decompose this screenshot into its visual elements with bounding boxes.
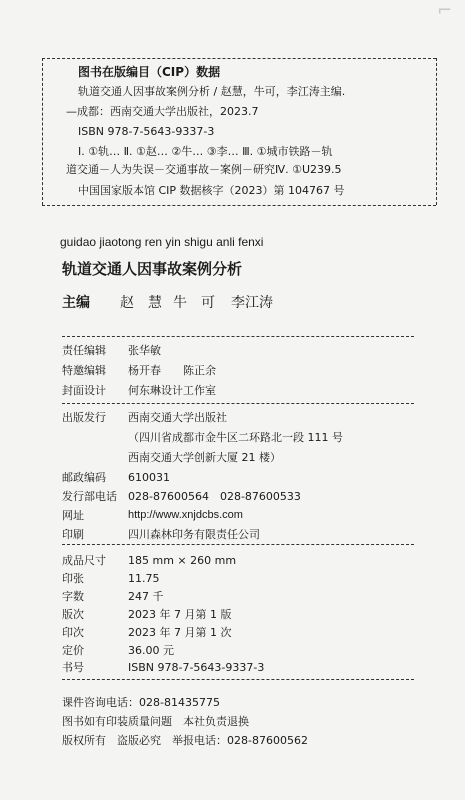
website-link[interactable]: http://www.xnjdcbs.com: [128, 509, 243, 521]
spec-value: 36.00 元: [128, 644, 174, 657]
credit-label: 责任编辑: [62, 344, 106, 357]
spec-value: 185 mm × 260 mm: [128, 554, 237, 567]
courseware-phone: 课件咨询电话：028-81435775: [62, 696, 220, 709]
contact-value: 四川森林印务有限责任公司: [128, 528, 260, 541]
section-divider: [62, 336, 414, 337]
cip-right-rule: [436, 58, 437, 205]
editor-name: 赵 慧: [120, 295, 162, 311]
spec-label: 印张: [62, 572, 84, 585]
spec-value: 2023 年 7 月第 1 次: [128, 626, 232, 639]
contact-label: 发行部电话: [62, 490, 117, 503]
spec-label: 定价: [62, 644, 84, 657]
spec-label: 成品尺寸: [62, 554, 106, 567]
cip-bottom-rule: [42, 205, 436, 206]
contact-label: 网址: [62, 509, 84, 522]
cip-classification-line-2: 道交通－人为失误－交通事故－案例－研究Ⅳ. ①U239.5: [66, 163, 342, 176]
cip-classification-line: Ⅰ. ①轨… Ⅱ. ①赵… ②牛… ③李… Ⅲ. ①城市铁路－轨: [78, 145, 333, 158]
contact-value: 028-87600564 028-87600533: [128, 490, 301, 503]
cip-publisher-line: —成都：西南交通大学出版社，2023.7: [66, 105, 259, 118]
contact-label: 印刷: [62, 528, 84, 541]
credit-label: 封面设计: [62, 384, 106, 397]
spec-label: 印次: [62, 626, 84, 639]
editor-name: 李江涛: [231, 295, 273, 311]
spec-value: 2023 年 7 月第 1 版: [128, 608, 232, 621]
credit-value: 张华敏: [128, 344, 161, 357]
cip-header: 图书在版编目（CIP）数据: [78, 65, 221, 79]
book-title: 轨道交通人因事故案例分析: [62, 260, 243, 278]
section-divider: [62, 544, 414, 545]
cip-registration-line: 中国国家版本馆 CIP 数据核字（2023）第 104767 号: [78, 184, 345, 197]
page-corner-mark: ⌐: [437, 0, 453, 21]
cip-isbn-line: ISBN 978-7-5643-9337-3: [78, 125, 215, 138]
title-pinyin: guidao jiaotong ren yin shigu anli fenxi: [60, 235, 264, 249]
credit-value: 杨开春 陈正余: [128, 364, 216, 377]
contact-label: 邮政编码: [62, 471, 106, 484]
credit-label: 特邀编辑: [62, 364, 106, 377]
spec-label: 版次: [62, 608, 84, 621]
contact-value: 610031: [128, 471, 170, 484]
copyright-notice: 版权所有 盗版必究 举报电话：028-87600562: [62, 734, 308, 747]
spec-label: 字数: [62, 590, 84, 603]
quality-notice: 图书如有印装质量问题 本社负责退换: [62, 715, 249, 728]
cip-title-line: 轨道交通人因事故案例分析 / 赵慧，牛可，李江涛主编.: [78, 85, 346, 98]
spec-label: 书号: [62, 661, 84, 674]
publisher-label: 出版发行: [62, 411, 106, 424]
cip-left-rule: [42, 58, 43, 205]
section-divider: [62, 403, 414, 404]
editors-label: 主编: [62, 295, 90, 311]
publisher-line: 西南交通大学创新大厦 21 楼）: [128, 451, 281, 464]
publisher-line: （四川省成都市金牛区二环路北一段 111 号: [128, 431, 343, 444]
spec-value: 11.75: [128, 572, 160, 585]
publisher-line: 西南交通大学出版社: [128, 411, 227, 424]
credit-value: 何东琳设计工作室: [128, 384, 216, 397]
spec-value: ISBN 978-7-5643-9337-3: [128, 661, 265, 674]
section-divider: [62, 679, 414, 680]
cip-top-rule: [42, 58, 436, 59]
editor-name: 牛 可: [173, 295, 215, 311]
spec-value: 247 千: [128, 590, 164, 603]
